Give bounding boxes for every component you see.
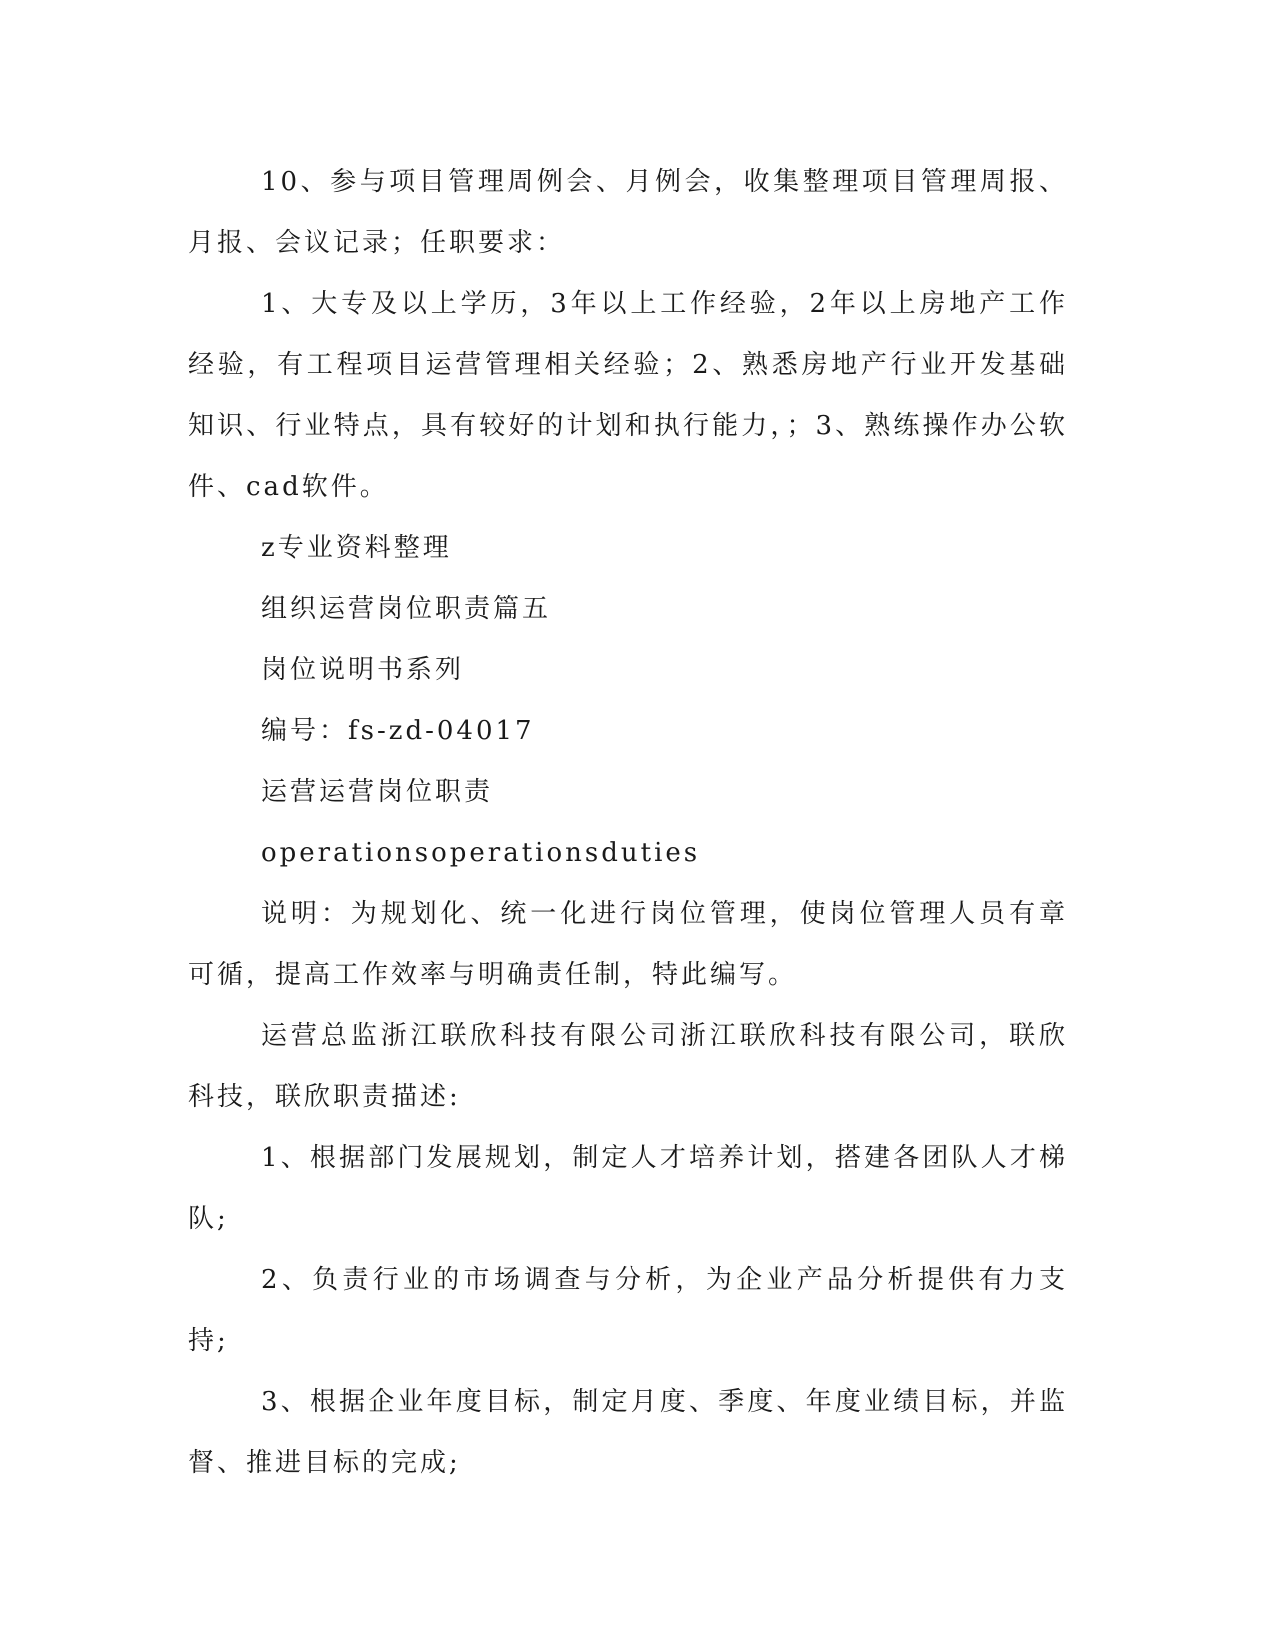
series-title: 岗位说明书系列 [261,655,465,685]
duty-item-1: 1、根据部门发展规划，制定人才培养计划，搭建各团队人才梯队; [188,1143,1068,1234]
position-title-english: operationsoperationsduties [261,838,701,868]
document-body [188,152,1068,1494]
paragraph-explanation: 说明：为规划化、统一化进行岗位管理，使岗位管理人员有章可循，提高工作效率与明确责任制，特此编写。 [188,899,1068,990]
document-number: 编号：fs-zd-04017 [261,716,535,746]
duty-item-3: 3、根据企业年度目标，制定月度、季度、年度业绩目标，并监督、推进目标的完成; [188,1387,1068,1478]
paragraph-meeting-duties: 10、参与项目管理周例会、月例会，收集整理项目管理周报、月报、会议记录；任职要求： [188,167,1068,258]
position-title: 运营运营岗位职责 [261,777,494,807]
duty-item-2: 2、负责行业的市场调查与分析，为企业产品分析提供有力支持; [188,1265,1068,1356]
paragraph-requirements: 1、大专及以上学历，3年以上工作经验，2年以上房地产工作经验，有工程项目运营管理相关经验；2、熟悉房地产行业开发基础知识、行业特点，具有较好的计划和执行能力，；3、熟练操作办公软件、cad软件。 [188,289,1068,502]
paragraph-source-note: z专业资料整理 [261,533,452,563]
section-heading: 组织运营岗位职责篇五 [261,594,552,624]
paragraph-position-intro: 运营总监浙江联欣科技有限公司浙江联欣科技有限公司，联欣科技，联欣职责描述: [188,1021,1068,1112]
